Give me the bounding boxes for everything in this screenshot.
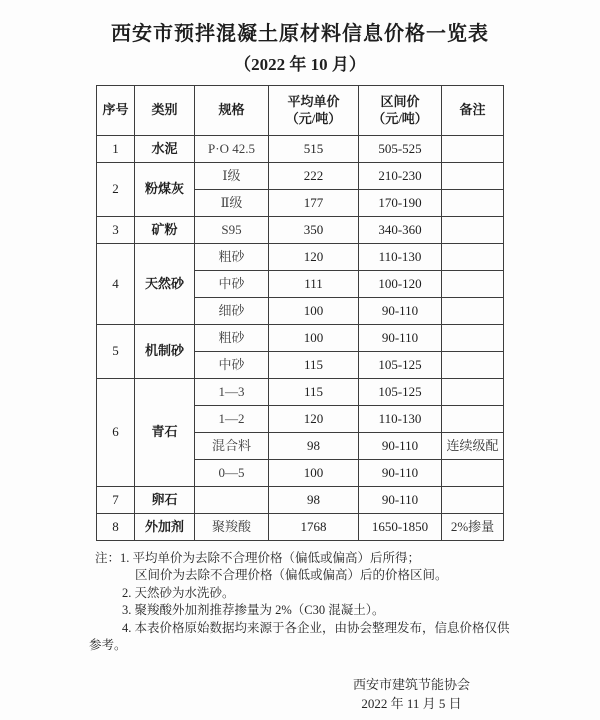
spec-cell: 中砂 xyxy=(195,352,269,379)
remark-cell xyxy=(442,460,504,487)
page-subtitle: （2022 年 10 月） xyxy=(234,55,366,74)
avg-price-cell: 100 xyxy=(269,298,359,325)
remark-cell xyxy=(442,487,504,514)
no-cell: 8 xyxy=(97,514,135,541)
avg-price-cell: 100 xyxy=(269,325,359,352)
note-line-4: 4. 本表价格原始数据均来源于各企业，由协会整理发布，信息价格仅供 xyxy=(122,620,510,635)
note-line-1: 注：1. 平均单价为去除不合理价格（偏低或偏高）后所得； xyxy=(95,551,421,565)
remark-cell xyxy=(442,163,504,190)
avg-price-cell: 515 xyxy=(269,136,359,163)
remark-cell xyxy=(442,271,504,298)
header-text: 序号 xyxy=(102,102,129,118)
page-title: 西安市预拌混凝土原材料信息价格一览表 xyxy=(111,23,489,45)
header-text: 备注 xyxy=(459,102,486,118)
category-cell: 天然砂 xyxy=(135,244,195,325)
no-cell: 4 xyxy=(97,244,135,325)
range-price-cell: 110-130 xyxy=(359,244,442,271)
spec-cell: 聚羧酸 xyxy=(195,514,269,541)
range-price-cell: 210-230 xyxy=(359,163,442,190)
header-text: （元/吨） xyxy=(372,110,428,126)
range-price-cell: 90-110 xyxy=(359,487,442,514)
col-header-remark xyxy=(442,86,504,136)
header-text: 平均单价 xyxy=(287,93,340,109)
range-price-cell: 1650-1850 xyxy=(359,514,442,541)
category-cell: 外加剂 xyxy=(135,514,195,541)
issue-date: 2022 年 11 月 5 日 xyxy=(361,696,462,712)
spec-cell: 粗砂 xyxy=(195,325,269,352)
avg-price-cell: 177 xyxy=(269,190,359,217)
category-cell: 粉煤灰 xyxy=(135,163,195,217)
spec-cell: 细砂 xyxy=(195,298,269,325)
range-price-cell: 90-110 xyxy=(359,460,442,487)
remark-cell xyxy=(442,406,504,433)
spec-cell xyxy=(195,487,269,514)
remark-cell xyxy=(442,325,504,352)
table-row xyxy=(97,163,504,190)
avg-price-cell: 350 xyxy=(269,217,359,244)
table-row xyxy=(97,136,504,163)
signature-block xyxy=(353,675,470,713)
header-text: 区间价 xyxy=(380,93,420,109)
col-header-spec xyxy=(195,86,269,136)
col-header-no xyxy=(97,86,135,136)
range-price-cell: 90-110 xyxy=(359,298,442,325)
avg-price-cell: 98 xyxy=(269,433,359,460)
table-row xyxy=(97,487,504,514)
col-header-category xyxy=(135,86,195,136)
table-row xyxy=(97,514,504,541)
spec-cell: S95 xyxy=(195,217,269,244)
no-cell: 1 xyxy=(97,136,135,163)
range-price-cell: 340-360 xyxy=(359,217,442,244)
table-row xyxy=(97,379,504,406)
avg-price-cell: 120 xyxy=(269,244,359,271)
no-cell: 6 xyxy=(97,379,135,487)
range-price-cell: 100-120 xyxy=(359,271,442,298)
range-price-cell: 90-110 xyxy=(359,325,442,352)
no-cell: 2 xyxy=(97,163,135,217)
no-cell: 5 xyxy=(97,325,135,379)
issuing-organization: 西安市建筑节能协会 xyxy=(352,677,470,693)
avg-price-cell: 115 xyxy=(269,379,359,406)
spec-cell: Ⅱ级 xyxy=(195,190,269,217)
price-table xyxy=(96,85,504,541)
avg-price-cell: 120 xyxy=(269,406,359,433)
spec-cell: 0—5 xyxy=(195,460,269,487)
no-cell: 7 xyxy=(97,487,135,514)
range-price-cell: 170-190 xyxy=(359,190,442,217)
header-text: 规格 xyxy=(218,102,245,118)
range-price-cell: 505-525 xyxy=(359,136,442,163)
category-cell: 矿粉 xyxy=(135,217,195,244)
note-line-3: 3. 聚羧酸外加剂推荐掺量为 2%（C30 混凝土）。 xyxy=(122,603,385,618)
footnotes xyxy=(89,550,525,654)
range-price-cell: 105-125 xyxy=(359,379,442,406)
remark-cell xyxy=(442,379,504,406)
remark-cell xyxy=(442,217,504,244)
spec-cell: Ⅰ级 xyxy=(195,163,269,190)
remark-cell: 2%掺量 xyxy=(442,514,504,541)
remark-cell xyxy=(442,352,504,379)
table-row xyxy=(97,325,504,352)
remark-cell: 连续级配 xyxy=(442,433,504,460)
table-row xyxy=(97,217,504,244)
remark-cell xyxy=(442,298,504,325)
avg-price-cell: 98 xyxy=(269,487,359,514)
header-text: 类别 xyxy=(151,102,178,118)
header-text: （元/吨） xyxy=(285,110,342,126)
spec-cell: 中砂 xyxy=(195,271,269,298)
spec-cell: 混合料 xyxy=(195,433,269,460)
avg-price-cell: 222 xyxy=(269,163,359,190)
range-price-cell: 110-130 xyxy=(359,406,442,433)
range-price-cell: 90-110 xyxy=(359,433,442,460)
avg-price-cell: 115 xyxy=(269,352,359,379)
spec-cell: 粗砂 xyxy=(195,244,269,271)
spec-cell: 1—3 xyxy=(195,379,269,406)
col-header-range-price xyxy=(359,86,442,136)
category-cell: 卵石 xyxy=(135,487,195,514)
spec-cell: P·O 42.5 xyxy=(195,136,269,163)
spec-cell: 1—2 xyxy=(195,406,269,433)
range-price-cell: 105-125 xyxy=(359,352,442,379)
note-line-2: 2. 天然砂为水洗砂。 xyxy=(122,585,235,600)
category-cell: 水泥 xyxy=(135,136,195,163)
category-cell: 青石 xyxy=(135,379,195,487)
note-line-1b: 区间价为去除不合理价格（偏低或偏高）后的价格区间。 xyxy=(135,568,448,583)
avg-price-cell: 1768 xyxy=(269,514,359,541)
avg-price-cell: 100 xyxy=(269,460,359,487)
remark-cell xyxy=(442,190,504,217)
remark-cell xyxy=(442,136,504,163)
remark-cell xyxy=(442,244,504,271)
table-header-row xyxy=(97,86,504,136)
avg-price-cell: 111 xyxy=(269,271,359,298)
category-cell: 机制砂 xyxy=(135,325,195,379)
table-row xyxy=(97,244,504,271)
col-header-avg-price xyxy=(269,86,359,136)
note-line-4b: 参考。 xyxy=(89,638,127,653)
no-cell: 3 xyxy=(97,217,135,244)
